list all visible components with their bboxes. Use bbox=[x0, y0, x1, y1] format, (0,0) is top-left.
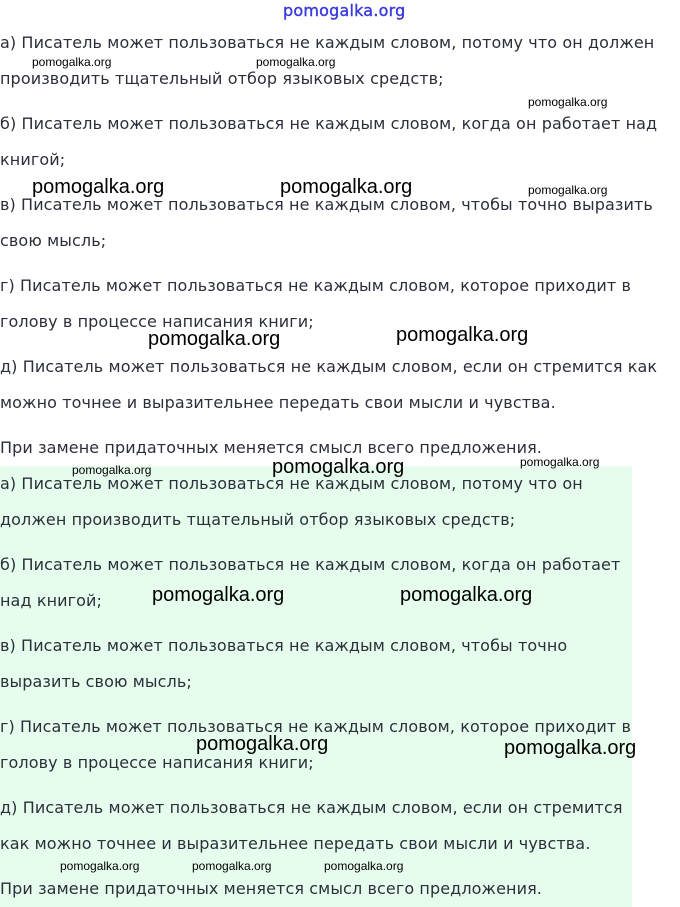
watermark: pomogalka.org bbox=[280, 176, 413, 198]
watermark: pomogalka.org bbox=[520, 455, 600, 469]
s1-line-a1: а) Писатель может пользоваться не каждым словом, потому что он должен bbox=[0, 33, 655, 52]
site-header-link[interactable]: pomogalka.org bbox=[283, 1, 406, 20]
s2-line-d1: д) Писатель может пользоваться не каждым словом, если он стремится bbox=[0, 798, 623, 817]
watermark: pomogalka.org bbox=[192, 859, 272, 873]
s2-line-a1: а) Писатель может пользоваться не каждым словом, потому что он bbox=[0, 474, 583, 493]
watermark: pomogalka.org bbox=[528, 95, 608, 109]
s1-line-g2: голову в процессе написания книги; bbox=[0, 312, 314, 331]
watermark: pomogalka.org bbox=[32, 55, 112, 69]
watermark: pomogalka.org bbox=[324, 859, 404, 873]
s1-line-v2: свою мысль; bbox=[0, 231, 107, 250]
watermark: pomogalka.org bbox=[528, 183, 608, 197]
s1-note: При замене придаточных меняется смысл всего предложения. bbox=[0, 438, 542, 457]
s2-line-g2: голову в процессе написания книги; bbox=[0, 753, 314, 772]
s2-line-d2: как можно точнее и выразительнее передать свои мысли и чувства. bbox=[0, 834, 591, 853]
watermark: pomogalka.org bbox=[396, 324, 529, 346]
watermark: pomogalka.org bbox=[504, 737, 637, 759]
s1-line-d2: можно точнее и выразительнее передать свои мысли и чувства. bbox=[0, 393, 556, 412]
watermark: pomogalka.org bbox=[72, 463, 152, 477]
watermark: pomogalka.org bbox=[32, 176, 165, 198]
s2-line-v2: выразить свою мысль; bbox=[0, 672, 192, 691]
s2-line-b2: над книгой; bbox=[0, 591, 103, 610]
watermark: pomogalka.org bbox=[272, 456, 405, 478]
s2-line-a2: должен производить тщательный отбор языковых средств; bbox=[0, 510, 516, 529]
s1-line-a2: производить тщательный отбор языковых средств; bbox=[0, 69, 444, 88]
s2-line-g1: г) Писатель может пользоваться не каждым словом, которое приходит в bbox=[0, 717, 631, 736]
s1-line-v1: в) Писатель может пользоваться не каждым словом, чтобы точно выразить bbox=[0, 195, 653, 214]
watermark: pomogalka.org bbox=[148, 328, 281, 350]
s2-note: При замене придаточных меняется смысл всего предложения. bbox=[0, 879, 542, 898]
s1-line-b2: книгой; bbox=[0, 150, 66, 169]
watermark: pomogalka.org bbox=[256, 55, 336, 69]
watermark: pomogalka.org bbox=[60, 859, 140, 873]
s1-line-b1: б) Писатель может пользоваться не каждым словом, когда он работает над bbox=[0, 114, 658, 133]
watermark: pomogalka.org bbox=[400, 584, 533, 606]
s1-line-g1: г) Писатель может пользоваться не каждым словом, которое приходит в bbox=[0, 276, 631, 295]
s2-line-b1: б) Писатель может пользоваться не каждым словом, когда он работает bbox=[0, 555, 621, 574]
watermark: pomogalka.org bbox=[196, 733, 329, 755]
watermark: pomogalka.org bbox=[152, 584, 285, 606]
s1-line-d1: д) Писатель может пользоваться не каждым словом, если он стремится как bbox=[0, 357, 658, 376]
s2-line-v1: в) Писатель может пользоваться не каждым словом, чтобы точно bbox=[0, 636, 568, 655]
